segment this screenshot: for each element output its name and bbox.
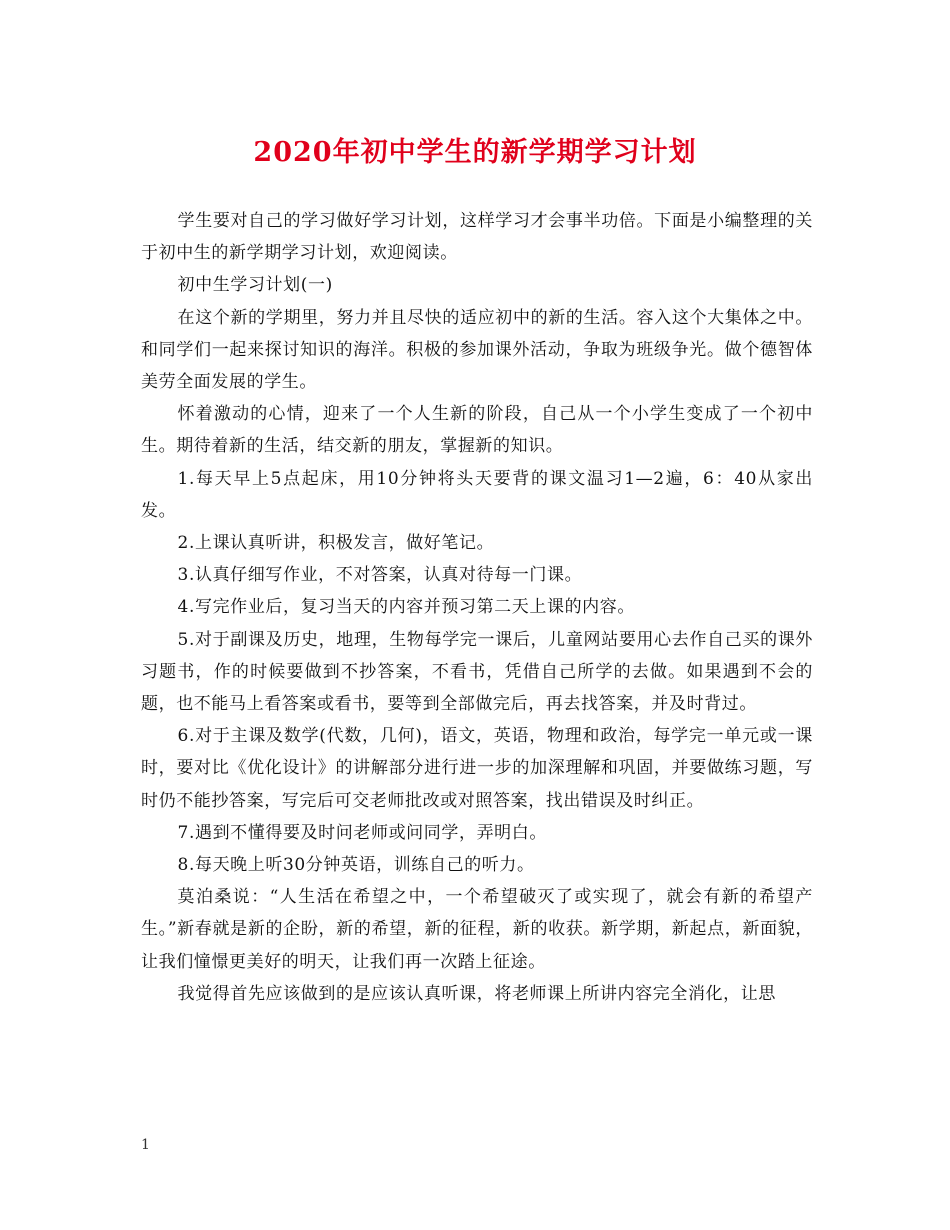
paragraph-section-heading: 初中生学习计划(一) xyxy=(177,275,333,296)
page-number: 1 xyxy=(141,1137,150,1153)
paragraph-intro: 学生要对自己的学习做好学习计划，这样学习才会事半功倍。下面是小编整理的关于初中生的新学期学习计划，欢迎阅读。 xyxy=(141,211,813,264)
plan-item-7: 7.遇到不懂得要及时问老师或问同学，弄明白。 xyxy=(177,822,547,843)
document-body xyxy=(141,205,813,1010)
plan-item-3: 3.认真仔细写作业，不对答案，认真对待每一门课。 xyxy=(177,565,583,586)
plan-item-8: 8.每天晚上听30分钟英语，训练自己的听力。 xyxy=(177,855,535,876)
paragraph-continued: 我觉得首先应该做到的是应该认真听课，将老师课上所讲内容完全消化，让思 xyxy=(177,983,776,1004)
paragraph: 在这个新的学期里，努力并且尽快的适应初中的新的生活。容入这个大集体之中。和同学们一起来探讨知识的海洋。积极的参加课外活动，争取为班级争光。做个德智体美劳全面发展的学生。 xyxy=(141,307,813,393)
plan-item-6: 6.对于主课及数学(代数，几何)，语文，英语，物理和政治，每学完一单元或一课时，要对比《优化设计》的讲解部分进行进一步的加深理解和巩固，并要做练习题，写时仍不能抄答案，写完后可交老师批改或对照答案，找出错误及时纠正。 xyxy=(141,726,813,811)
plan-item-5: 5.对于副课及历史，地理，生物每学完一课后，儿童网站要用心去作自己买的课外习题书，作的时候要做到不抄答案，不看书，凭借自己所学的去做。如果遇到不会的题，也不能马上看答案或看书，要等到全部做完后，再去找答案，并及时背过。 xyxy=(141,629,813,715)
plan-item-2: 2.上课认真听讲，积极发言，做好笔记。 xyxy=(177,533,495,554)
paragraph: 怀着激动的心情，迎来了一个人生新的阶段，自己从一个小学生变成了一个初中生。期待着新的生活，结交新的朋友，掌握新的知识。 xyxy=(141,404,813,457)
plan-item-1: 1.每天早上5点起床，用10分钟将头天要背的课文温习1—2遍，6：40从家出发。 xyxy=(141,468,813,521)
paragraph-quote: 莫泊桑说：“人生活在希望之中，一个希望破灭了或实现了，就会有新的希望产生。”新春就是新的企盼，新的希望，新的征程，新的收获。新学期，新起点，新面貌，让我们憧憬更美好的明天，让我们再一次踏上征途。 xyxy=(141,887,813,972)
plan-item-4: 4.写完作业后，复习当天的内容并预习第二天上课的内容。 xyxy=(177,597,635,618)
document-title: 2020年初中学生的新学期学习计划 xyxy=(253,137,697,168)
